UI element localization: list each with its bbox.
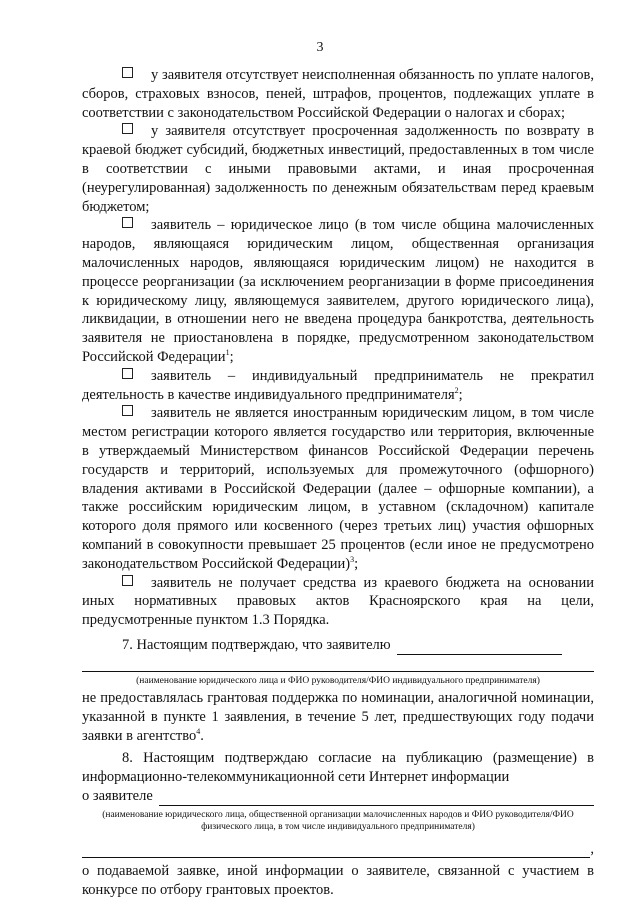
condition-item: заявитель – юридическое лицо (в том числе община малочисленных народов, являющаяся юридическим лицом, общественная организация малочисленных народов, являющаяся юридическим лицом) не находится в процессе реорганизации (за исключением реорганизации в форме присоединения к юридическому лицу, являющемуся заявителем, другого юридического лица), ликвидации, в отношении него не введена процедура банкротства, деятельность заявителя не приостановлена в порядке, предусмотренном законодательством Российской Федерации$^1$;: [82, 217, 594, 365]
paragraph-8-lead: 8. Настоящим подтверждаю согласие на публикацию (размещение) в информационно-телекоммуникационной сети Интернет информации: [82, 750, 594, 786]
paragraph-8-line: о заявителе: [82, 787, 594, 806]
paragraph-8-trailing-line: ,: [82, 841, 594, 858]
checkbox[interactable]: [122, 575, 133, 586]
paragraph-7-text: не предоставлялась грантовая поддержка по номинации, аналогичной номинации, указанной в пункте 1 заявления, в течение 5 лет, предшествующих году подачи заявки в агентство$^4$.: [82, 689, 594, 744]
paragraph-8-text: о подаваемой заявке, иной информации о заявителе, связанной с участием в конкурсе по отбору грантовых проектов.: [82, 862, 594, 898]
condition-item: у заявителя отсутствует просроченная задолженность по возврату в краевой бюджет субсидий, бюджетных инвестиций, предоставленных в том числе в соответствии с иными правовыми актами, и иная просроченная (неурегулированная) задолженность по денежным обязательствам перед краевым бюджетом;: [82, 123, 594, 215]
condition-item: у заявителя отсутствует неисполненная обязанность по уплате налогов, сборов, страховых взносов, пеней, штрафов, процентов, подлежащих уплате в соответствии с законодательством Российской Федерации о налогах и сборах;: [82, 67, 594, 121]
condition-item: заявитель не получает средства из краевого бюджета на основании иных нормативных правовых актов Красноярского края на цели, предусмотренные пунктом 1.3 Порядка.: [82, 574, 594, 629]
footnote-ref: 2: [454, 385, 459, 395]
applicant-name-field[interactable]: [397, 640, 562, 655]
applicant-name-field-continued[interactable]: [82, 657, 594, 672]
document-body: [82, 66, 594, 899]
footnote-ref: 4: [196, 726, 201, 736]
footnote-ref: 3: [350, 554, 355, 564]
applicant-info-field-continued[interactable]: [82, 843, 590, 858]
condition-item: заявитель не является иностранным юридическим лицом, в том числе местом регистрации которого является государство или территория, включенные в утверждаемый Министерством финансов Российской Федерации перечень государств и территорий, используемых для промежуточного (офшорного) владения активами в Российской Федерации (далее – офшорные компании), а также российским юридическим лицом, в уставном (складочном) капитале которого доля прямого или косвенного (через третьих лиц) участия офшорных компаний в совокупности превышает 25 процентов (если иное не предусмотрено законодательством Российской Федерации)$^3$;: [82, 405, 594, 572]
footnote-ref: 1: [225, 348, 230, 358]
field-caption: (наименование юридического лица, общественной организации малочисленных народов и ФИО руководителя/ФИО физического лица, в том числе индивидуального предпринимателя): [102, 809, 574, 832]
condition-item: заявитель – индивидуальный предприниматель не прекратил деятельность в качестве индивидуального предпринимателя$^2$;: [82, 367, 594, 403]
checkbox[interactable]: [122, 123, 133, 134]
checkbox[interactable]: [122, 217, 133, 228]
page-number: 3: [316, 40, 324, 55]
checkbox[interactable]: [122, 67, 133, 78]
checkbox[interactable]: [122, 405, 133, 416]
paragraph-7-lead: 7. Настоящим подтверждаю, что заявителю: [82, 636, 594, 655]
checkbox[interactable]: [122, 368, 133, 379]
field-caption: (наименование юридического лица и ФИО руководителя/ФИО индивидуального предпринимателя): [136, 675, 540, 686]
applicant-info-field[interactable]: [159, 791, 594, 806]
